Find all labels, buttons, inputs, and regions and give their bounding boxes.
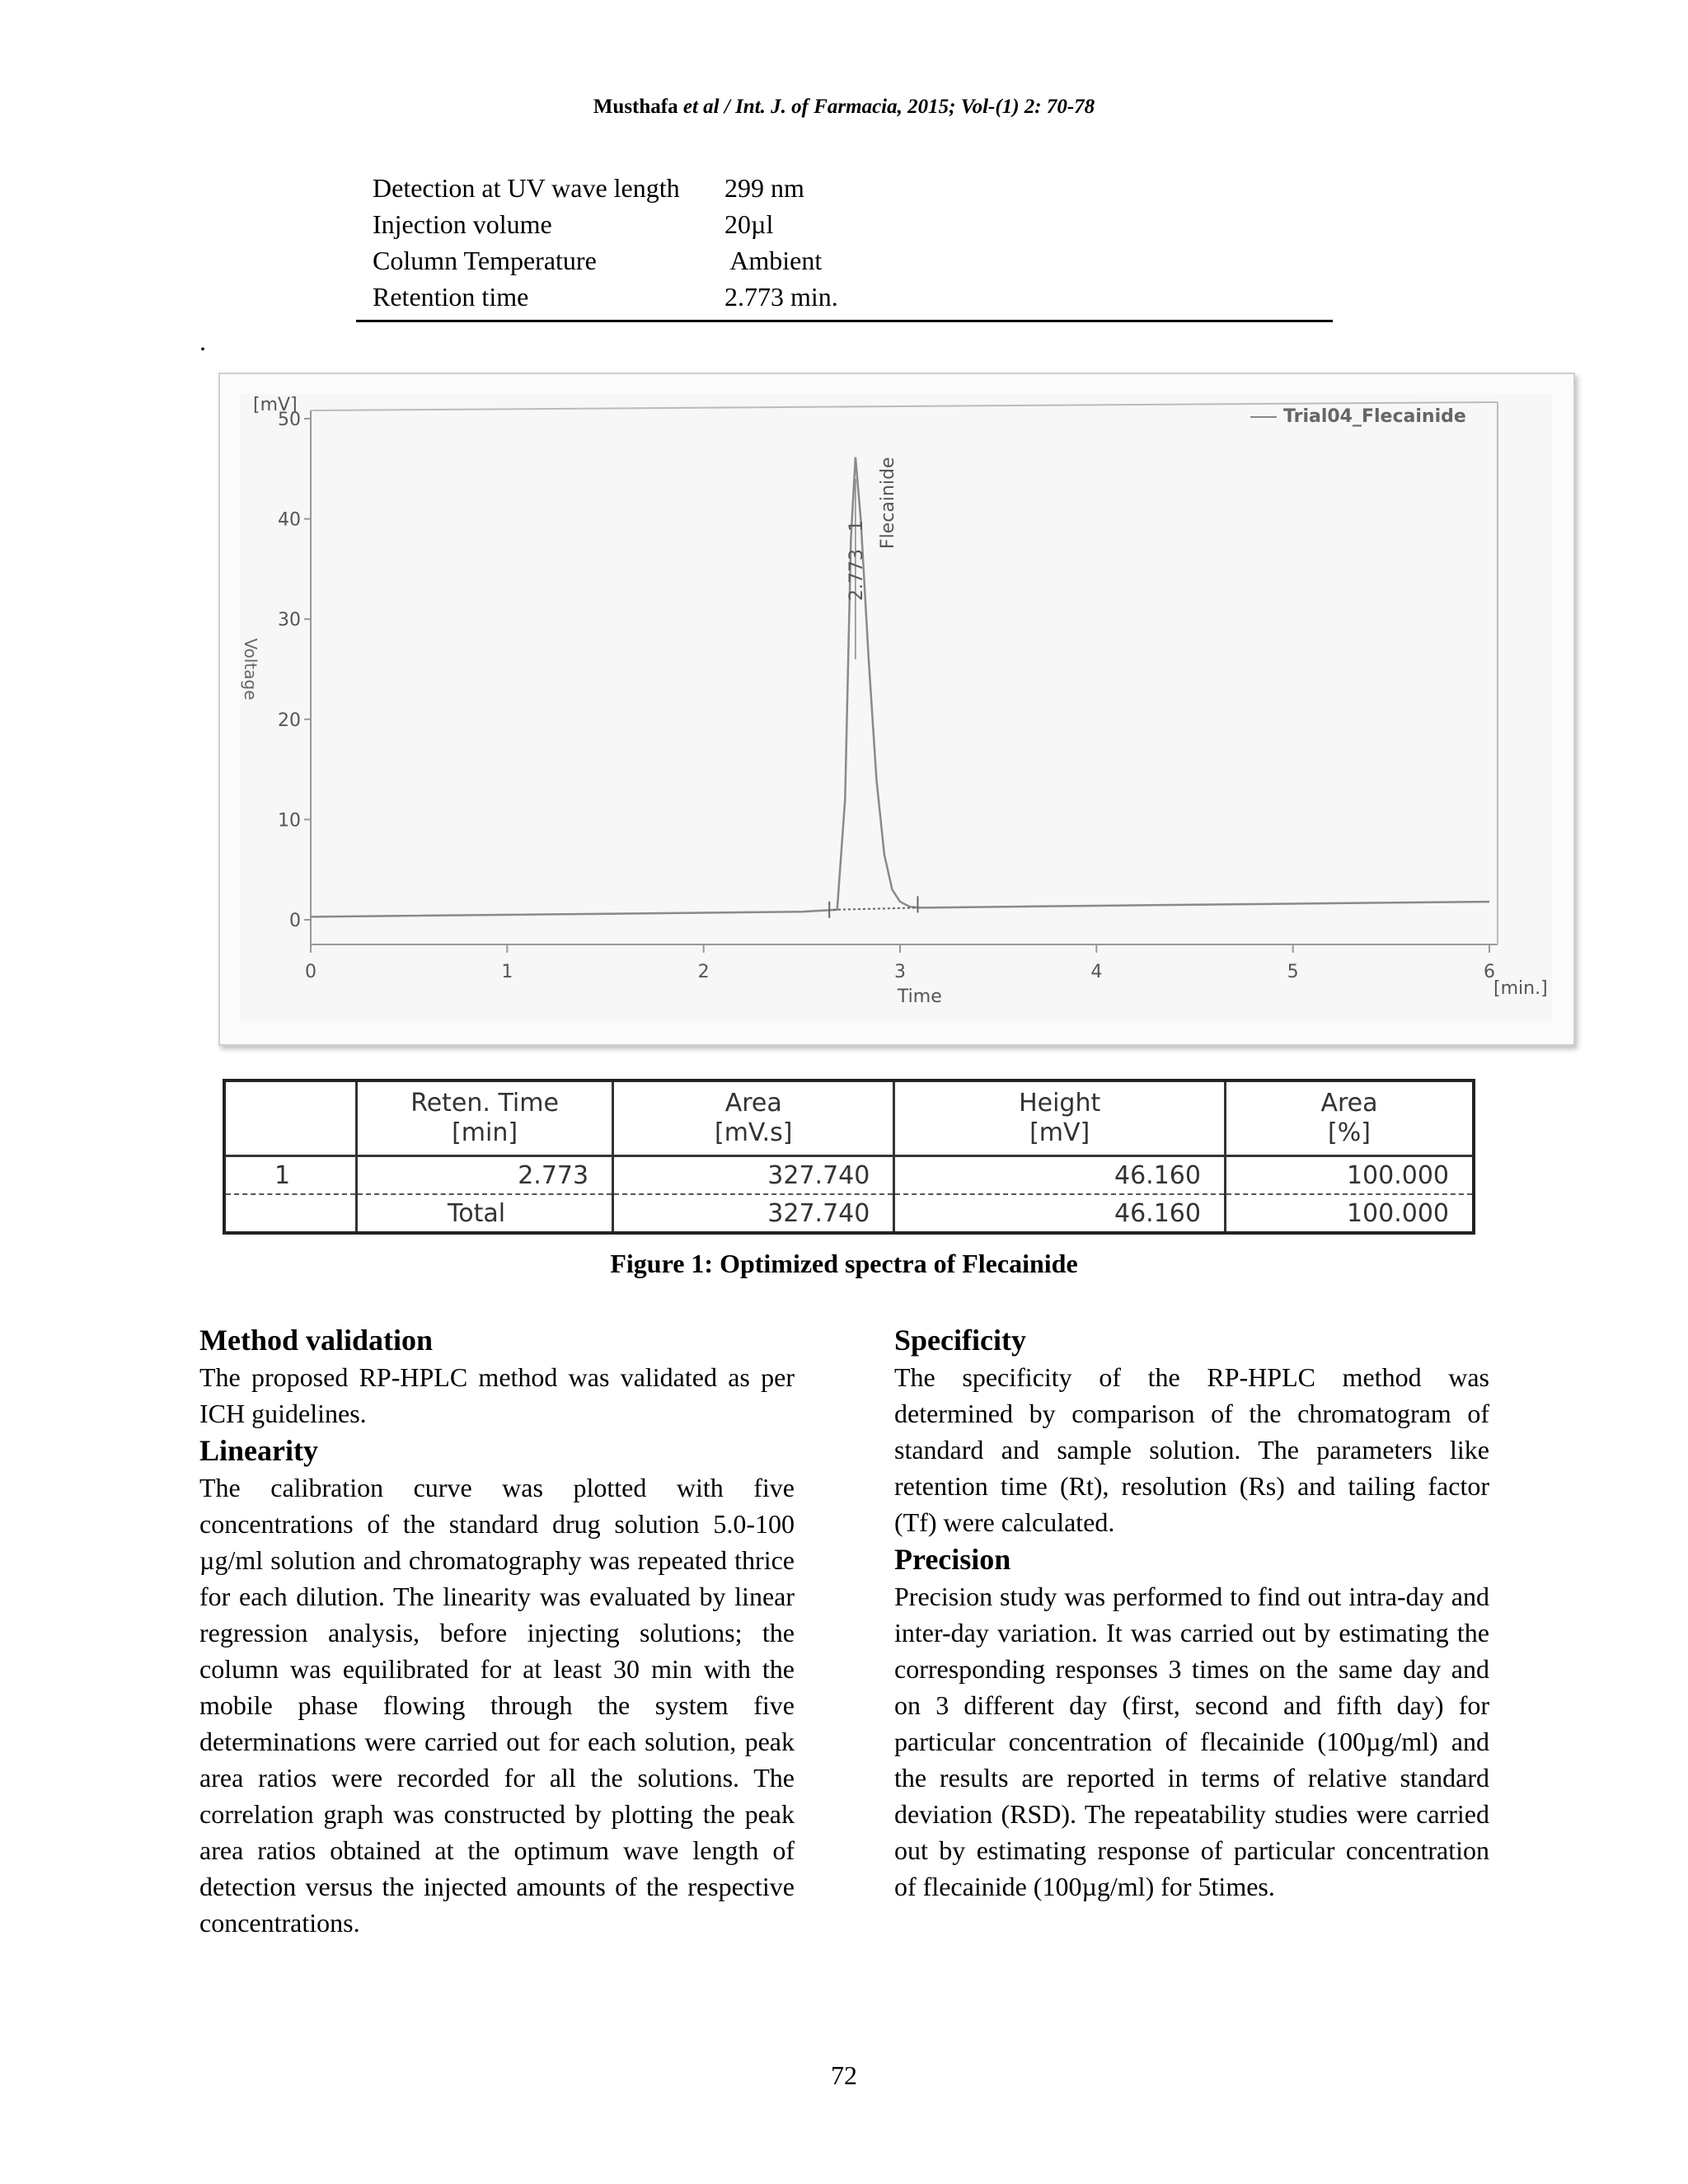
peak-retention-label: 2.773 [846,549,867,602]
header-line: Area [1320,1089,1378,1118]
x-tick-label: 0 [305,962,316,982]
param-row [356,279,1333,315]
chromatogram-chart [220,374,1573,1044]
header-journal: / Int. J. of Farmacia, 2015; Vol-(1) 2: 70-78 [724,96,1095,118]
y-tick-label: 50 [278,410,301,430]
height-cell: 46.160 [894,1156,1226,1195]
section-heading: Specificity [894,1324,1026,1357]
paragraph: The specificity of the RP-HPLC method was determined by comparison of the chromatogram of standard and sample solution. The parameters like retention time (Rt), resolution (Rs) and tailing factor (Tf) were calculated. [894,1362,1489,1537]
figure-caption: Figure 1: Optimized spectra of Flecainide [610,1249,1078,1278]
x-tick-label: 3 [894,962,906,982]
x-unit-label: [min.] [1493,978,1548,999]
param-key: Column Temperature [373,246,597,275]
results-header-cell [613,1080,894,1156]
peak-compound-label: Flecainide [877,457,898,550]
right-column [894,1321,1489,1905]
y-tick-label: 0 [289,911,301,931]
header-line: Area [724,1089,782,1118]
y-axis-title: Voltage [241,638,260,701]
y-tick-label: 20 [278,710,301,731]
area-cell: 327.740 [613,1156,894,1195]
left-column [199,1321,795,1941]
x-tick-label: 2 [697,962,710,982]
header-author: Musthafa [593,96,678,118]
peak-results-table [223,1079,1475,1235]
results-header-cell [224,1080,357,1156]
table-row [224,1194,1474,1233]
table-bottom-rule [356,320,1333,322]
param-value: 20µl [724,209,774,239]
param-value: 299 nm [724,173,804,203]
y-unit-label: [mV] [253,395,298,415]
header-line: [min] [452,1118,518,1147]
header-line: [mV.s] [714,1118,793,1147]
param-row [356,242,1333,279]
header-line: Reten. Time [410,1089,559,1118]
x-axis-title: Time [897,987,942,1007]
y-tick-label: 30 [278,610,301,631]
x-tick-label: 4 [1090,962,1103,982]
y-tick-label: 40 [278,509,301,531]
x-tick-label: 5 [1287,962,1299,982]
paragraph: Precision study was performed to find out intra-day and inter-day variation. It was carried out by estimating the corresponding responses 3 times on the same day and on 3 different day (first, second and fifth day) for particular concentration of flecainide (100µg/ml) and the results are reported in terms of relative standard deviation (RSD). The repeatability studies were carried out by estimating response of particular concentration of flecainide (100µg/ml) for 5times. [894,1582,1489,1901]
height-cell: 46.160 [894,1194,1226,1233]
results-header-row [224,1080,1474,1156]
chromatographic-conditions-table [356,170,1333,315]
running-header [0,96,1688,119]
area-percent-cell: 100.000 [1346,1198,1449,1228]
y-tick-label: 10 [278,810,301,832]
param-row [356,170,1333,206]
total-label-cell: Total [357,1194,613,1233]
param-value: Ambient [724,246,823,275]
legend-label: Trial04_Flecainide [1283,406,1466,427]
paragraph: The calibration curve was plotted with five concentrations of the standard drug solution 5.0-100 µg/ml solution and chromatography was repeated thrice for each dilution. The linearity was evaluated by linear regression analysis, before injecting solutions; the column was equilibrated for at least 30 min with the mobile phase flowing through the system five determinations were carried out for each solution, peak area ratios were recorded for all the solutions. The correlation graph was constructed by plotting the peak area ratios obtained at the optimum wave length of detection versus the injected amounts of the respective concentrations. [199,1473,795,1938]
area-percent-cell: 100.000 [1225,1156,1474,1195]
row-index: 1 [224,1156,357,1195]
results-header-cell [1225,1080,1474,1156]
header-line: Height [1019,1089,1101,1118]
x-tick-label: 1 [501,962,513,982]
header-line: [%] [1328,1118,1371,1147]
results-header-cell [894,1080,1226,1156]
header-etal: et al [682,96,720,118]
x-tick-label: 6 [1484,962,1495,982]
row-index [224,1194,357,1233]
paragraph: The proposed RP-HPLC method was validated as per ICH guidelines. [199,1362,795,1428]
peak-number-label: 1 [846,520,867,532]
section-heading: Precision [894,1543,1011,1576]
param-value: 2.773 min. [724,282,838,312]
results-header-cell [357,1080,613,1156]
retention-time-cell: 2.773 [357,1156,613,1195]
stray-dot: . [199,326,206,356]
param-key: Detection at UV wave length [373,173,680,203]
param-key: Retention time [373,282,529,312]
param-row [356,206,1333,242]
param-key: Injection volume [373,209,552,239]
section-heading: Linearity [199,1434,318,1467]
table-row [224,1156,1474,1195]
chromatogram-figure [218,373,1575,1046]
area-cell: 327.740 [613,1194,894,1233]
page-number: 72 [831,2060,857,2090]
header-line: [mV] [1029,1118,1090,1147]
section-heading: Method validation [199,1324,434,1357]
